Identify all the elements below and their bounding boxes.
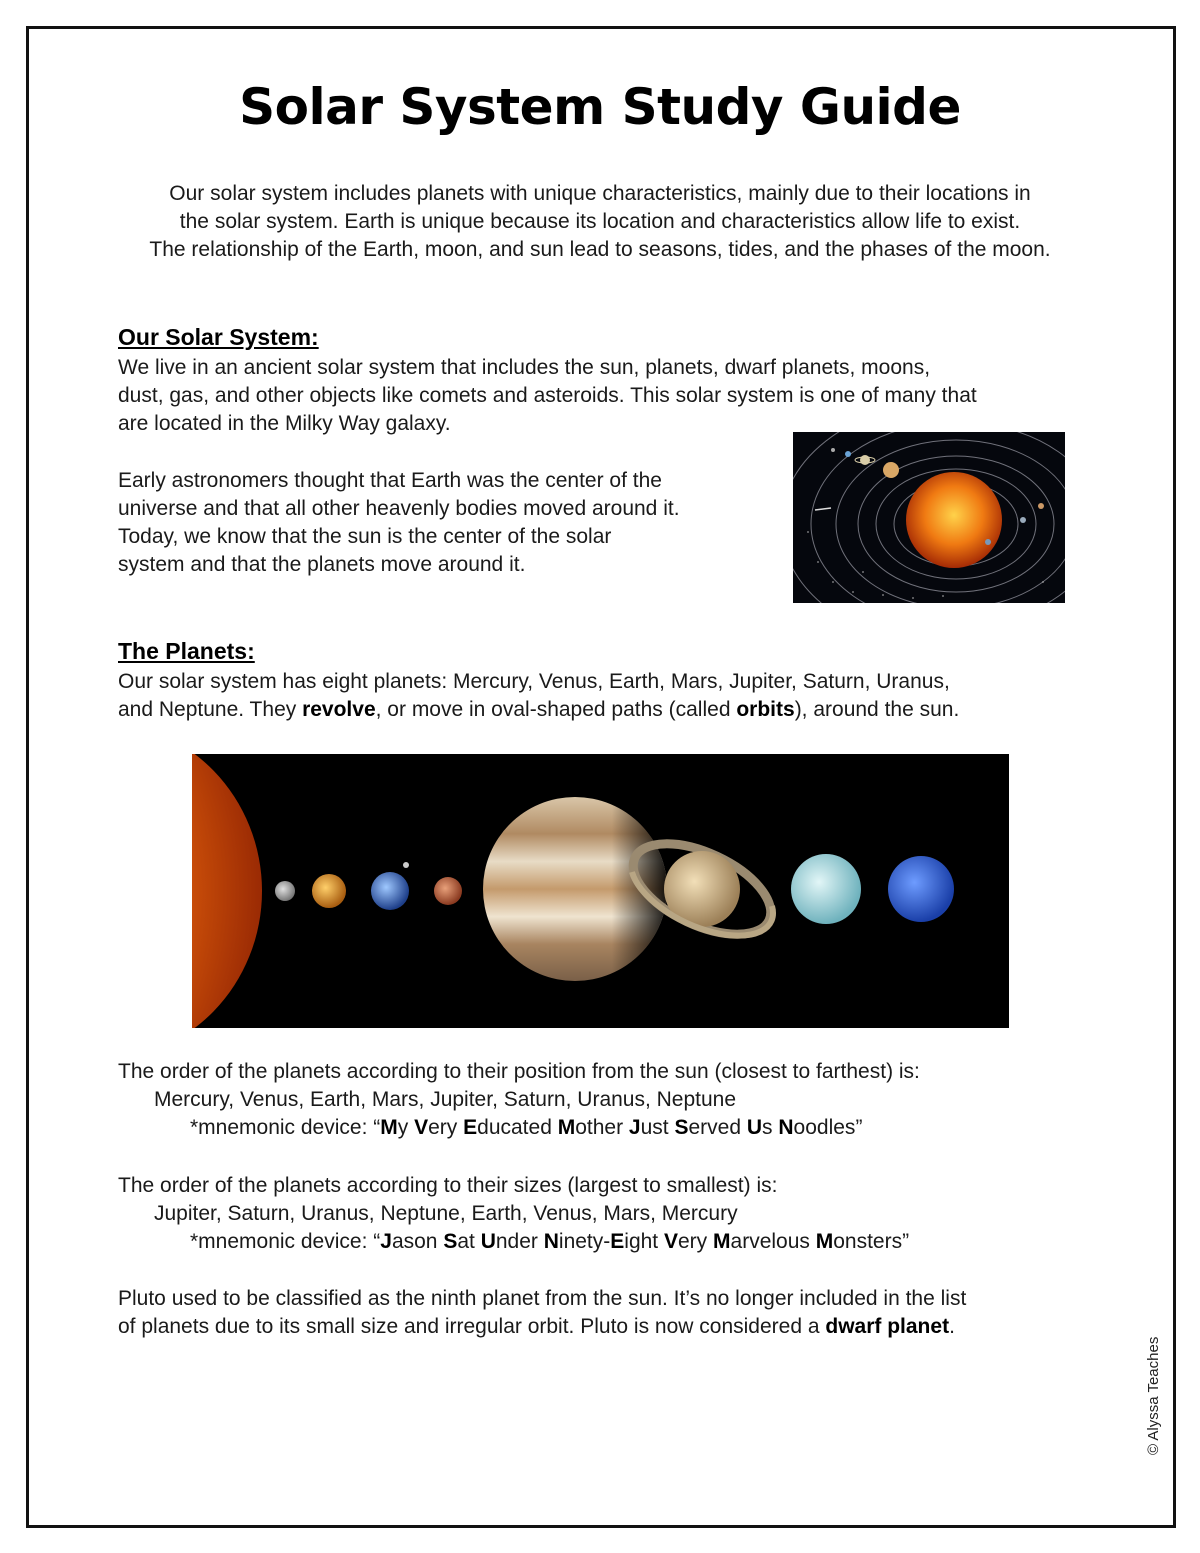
mnemonic-rest: ust bbox=[640, 1116, 675, 1139]
section-heading-our-solar-system: Our Solar System: bbox=[118, 324, 319, 350]
mnemonic-rest: nder bbox=[495, 1230, 544, 1253]
text-line: The order of the planets according to their sizes (largest to smallest) is: bbox=[118, 1174, 778, 1197]
intro-line: Our solar system includes planets with unique characteristics, mainly due to their locations in bbox=[169, 182, 1031, 205]
mnemonic-initial: N bbox=[778, 1116, 794, 1139]
mnemonic-rest: at bbox=[457, 1230, 481, 1253]
text-line: are located in the Milky Way galaxy. bbox=[118, 412, 451, 435]
mnemonic-initial: M bbox=[815, 1230, 834, 1253]
intro-line: the solar system. Earth is unique because its location and characteristics allow life to exist. bbox=[179, 210, 1021, 233]
planets-lineup-image bbox=[192, 754, 1009, 1028]
mnemonic-initial: N bbox=[543, 1230, 559, 1253]
text-segment: *mnemonic device: “ bbox=[190, 1230, 381, 1253]
mnemonic-rest: inety- bbox=[558, 1230, 611, 1253]
mnemonic-rest: onsters bbox=[833, 1230, 903, 1253]
intro-line: The relationship of the Earth, moon, and sun lead to seasons, tides, and the phases of the moon. bbox=[149, 238, 1051, 261]
mnemonic-rest: ery bbox=[428, 1116, 464, 1139]
mnemonic-initial: J bbox=[628, 1116, 641, 1139]
term-dwarf-planet: dwarf planet bbox=[825, 1315, 950, 1338]
term-orbits: orbits bbox=[736, 698, 795, 721]
text-segment: ” bbox=[902, 1230, 910, 1253]
order-by-size bbox=[118, 1172, 1098, 1256]
mnemonic-line bbox=[118, 1114, 1098, 1142]
text-segment: of planets due to its small size and irregular orbit. Pluto is now considered a bbox=[118, 1315, 826, 1338]
solar-system-orbits-image bbox=[793, 432, 1065, 603]
mnemonic-rest: arvelous bbox=[730, 1230, 816, 1253]
neptune-graphic bbox=[888, 856, 954, 922]
text-line: We live in an ancient solar system that includes the sun, planets, dwarf planets, moons, bbox=[118, 356, 931, 379]
copyright-credit: © Alyssa Teaches bbox=[1145, 1336, 1162, 1455]
orbits-illustration bbox=[793, 432, 1065, 603]
mnemonic-initial: V bbox=[663, 1230, 678, 1253]
text-segment: *mnemonic device: “ bbox=[190, 1116, 381, 1139]
mnemonic-rest: ason bbox=[391, 1230, 444, 1253]
text-line bbox=[118, 696, 1098, 724]
mnemonic-rest: ery bbox=[678, 1230, 714, 1253]
mnemonic-line bbox=[118, 1228, 1098, 1256]
text-segment: ” bbox=[855, 1116, 863, 1139]
solar-system-paragraph bbox=[118, 354, 1098, 438]
text-segment: ), around the sun. bbox=[794, 698, 960, 721]
planet-size-list: Jupiter, Saturn, Uranus, Neptune, Earth, Venus, Mars, Mercury bbox=[154, 1202, 738, 1225]
astronomers-paragraph bbox=[118, 467, 778, 579]
mnemonic-rest: s bbox=[762, 1116, 779, 1139]
text-segment: and Neptune. They bbox=[118, 698, 303, 721]
text-line: The order of the planets according to their position from the sun (closest to farthest) is: bbox=[118, 1060, 920, 1083]
moon-graphic bbox=[403, 862, 409, 868]
text-line: Today, we know that the sun is the center of the solar bbox=[118, 525, 612, 548]
mnemonic-rest: ight bbox=[624, 1230, 664, 1253]
earth-graphic bbox=[371, 872, 409, 910]
mnemonic-rest: erved bbox=[688, 1116, 747, 1139]
text-line: Our solar system has eight planets: Mercury, Venus, Earth, Mars, Jupiter, Saturn, Uranus, bbox=[118, 670, 950, 693]
text-segment: . bbox=[949, 1315, 955, 1338]
text-segment: , or move in oval-shaped paths (called bbox=[375, 698, 737, 721]
mnemonic-rest: other bbox=[575, 1116, 629, 1139]
term-revolve: revolve bbox=[302, 698, 376, 721]
mnemonic-initial: U bbox=[480, 1230, 496, 1253]
text-line: system and that the planets move around it. bbox=[118, 553, 526, 576]
mars-graphic bbox=[434, 877, 462, 905]
text-line: Pluto used to be classified as the ninth planet from the sun. It’s no longer included in the list bbox=[118, 1287, 967, 1310]
mnemonic-initial: M bbox=[380, 1116, 398, 1139]
mnemonic-rest: ducated bbox=[477, 1116, 558, 1139]
mnemonic-initial: E bbox=[463, 1116, 478, 1139]
text-line bbox=[118, 1313, 1108, 1341]
mnemonic-initial: E bbox=[610, 1230, 625, 1253]
planets-paragraph bbox=[118, 668, 1098, 724]
intro-paragraph bbox=[80, 180, 1120, 264]
mnemonic-rest: y bbox=[397, 1116, 415, 1139]
pluto-paragraph bbox=[118, 1285, 1108, 1341]
mnemonic-initial: M bbox=[713, 1230, 731, 1253]
mnemonic-initial: S bbox=[674, 1116, 689, 1139]
page-title: Solar System Study Guide bbox=[239, 78, 961, 136]
text-line: dust, gas, and other objects like comets and asteroids. This solar system is one of many that bbox=[118, 384, 977, 407]
mnemonic-words bbox=[380, 1116, 855, 1139]
text-line: Early astronomers thought that Earth was the center of the bbox=[118, 469, 662, 492]
section-heading-the-planets: The Planets: bbox=[118, 638, 255, 664]
planets-illustration bbox=[192, 754, 1009, 1028]
uranus-graphic bbox=[791, 854, 861, 924]
sun-graphic bbox=[192, 754, 262, 1028]
mnemonic-initial: J bbox=[380, 1230, 392, 1253]
order-by-distance bbox=[118, 1058, 1098, 1142]
mnemonic-words bbox=[380, 1230, 902, 1253]
mnemonic-rest: oodles bbox=[793, 1116, 856, 1139]
planet-order-list: Mercury, Venus, Earth, Mars, Jupiter, Saturn, Uranus, Neptune bbox=[154, 1088, 737, 1111]
mercury-graphic bbox=[275, 881, 295, 901]
mnemonic-initial: M bbox=[557, 1116, 576, 1139]
mnemonic-initial: U bbox=[746, 1116, 763, 1139]
text-line: universe and that all other heavenly bodies moved around it. bbox=[118, 497, 680, 520]
mnemonic-initial: S bbox=[443, 1230, 458, 1253]
mnemonic-initial: V bbox=[414, 1116, 429, 1139]
venus-graphic bbox=[312, 874, 346, 908]
